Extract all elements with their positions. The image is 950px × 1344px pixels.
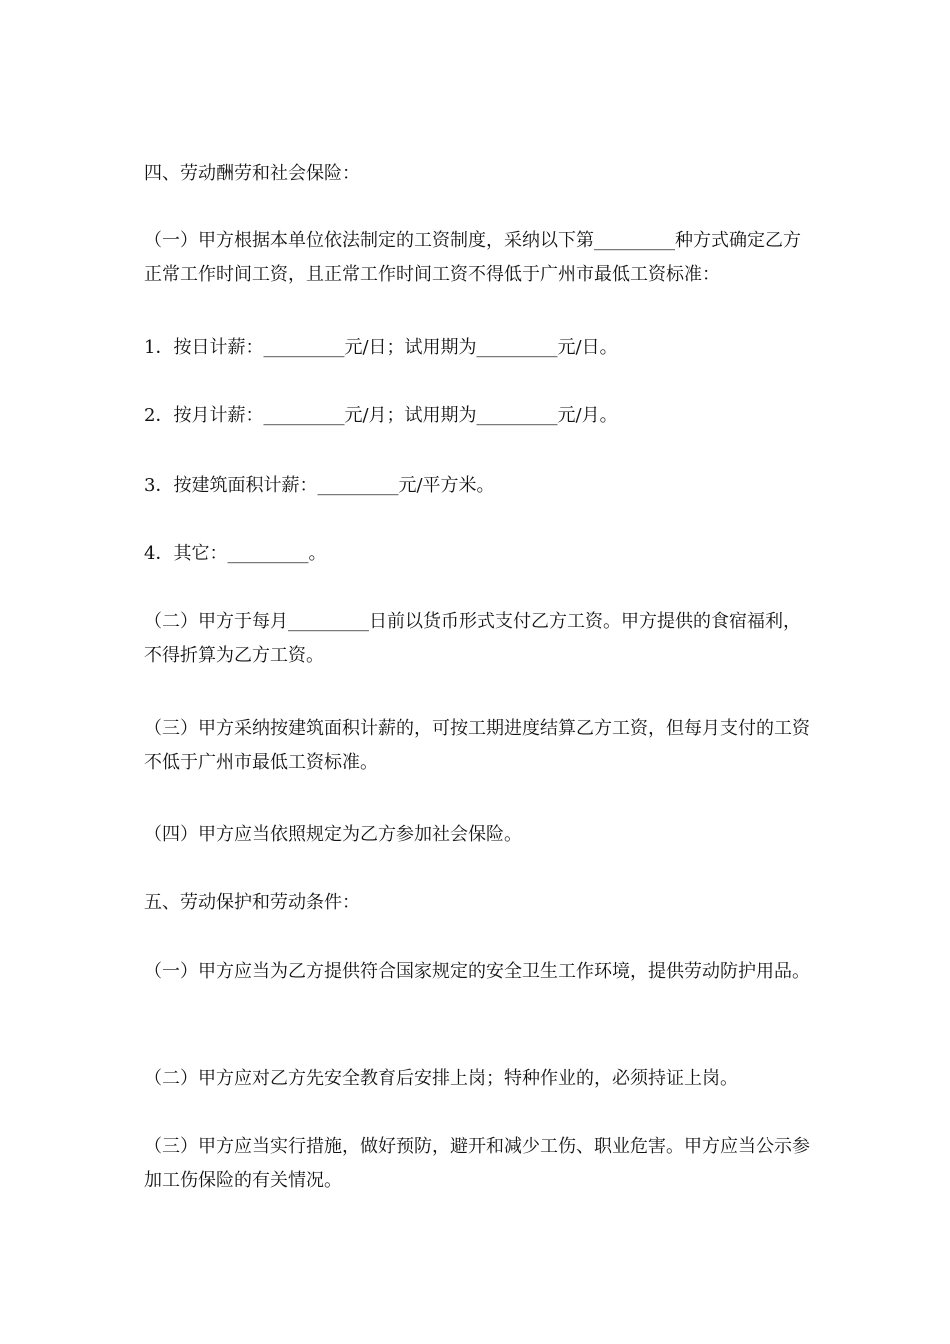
section-heading-labor-pay-insurance: 四、劳动酬劳和社会保险： (144, 163, 360, 184)
paragraph-area-pay-settlement: （三）甲方采纳按建筑面积计薪的，可按工期进度结算乙方工资，但每月支付的工资不低于广州市最低工资标准。 (144, 718, 810, 773)
paragraph-injury-prevention: （三）甲方应当实行措施，做好预防，避开和减少工伤、职业危害。甲方应当公示参加工伤保险的有关情况。 (144, 1136, 810, 1191)
list-item-area-pay: 3．按建筑面积计薪：_________元/平方米。 (144, 475, 495, 496)
paragraph-safety-education: （二）甲方应对乙方先安全教育后安排上岗；特种作业的，必须持证上岗。 (144, 1068, 738, 1089)
paragraph-wage-system: （一）甲方根据本单位依法制定的工资制度，采纳以下第_________种方式确定乙方正常工作时间工资，且正常工作时间工资不得低于广州市最低工资标准： (144, 230, 801, 285)
section-heading-labor-protection: 五、劳动保护和劳动条件： (144, 892, 360, 913)
paragraph-payment-date: （二）甲方于每月_________日前以货币形式支付乙方工资。甲方提供的食宿福利，不得折算为乙方工资。 (144, 611, 801, 666)
paragraph-social-insurance: （四）甲方应当依照规定为乙方参加社会保险。 (144, 824, 522, 845)
list-item-monthly-pay: 2．按月计薪：_________元/月；试用期为_________元/月。 (144, 405, 618, 426)
list-item-other-pay: 4．其它：_________。 (144, 543, 327, 564)
paragraph-safe-environment: （一）甲方应当为乙方提供符合国家规定的安全卫生工作环境，提供劳动防护用品。 (144, 961, 810, 982)
list-item-daily-pay: 1．按日计薪：_________元/日；试用期为_________元/日。 (144, 337, 618, 358)
